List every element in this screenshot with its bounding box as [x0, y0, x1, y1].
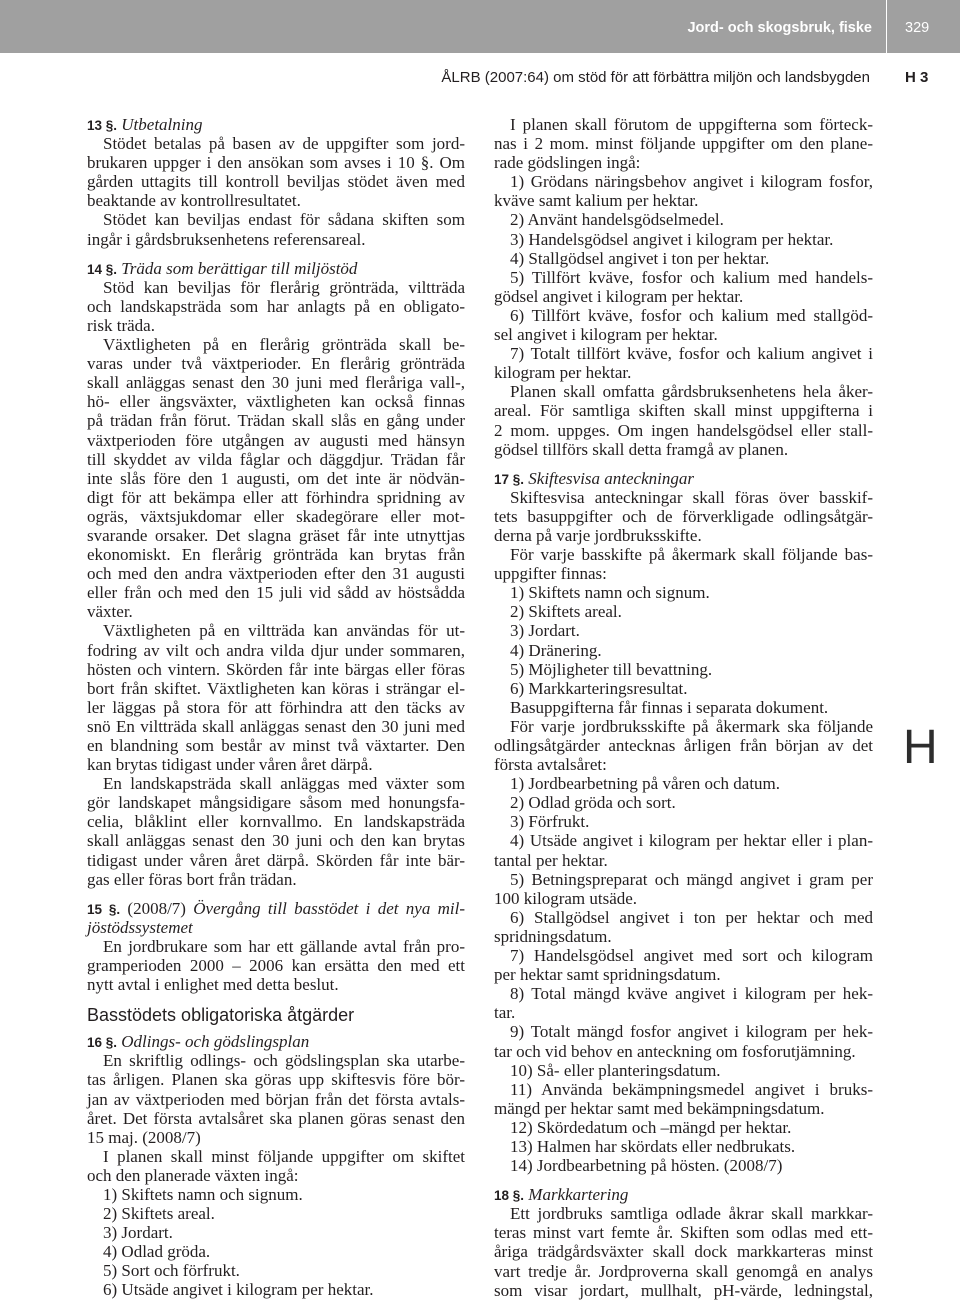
section-13 [87, 115, 465, 134]
section-heading-line [87, 259, 465, 278]
text-line: till skyddet av vilda fåglar och däggdjur. Trädan får [87, 449, 465, 469]
text-line: Växtligheten på en viltträda kan användas för ut- [103, 621, 465, 641]
section-title: jöstödssystemet [87, 917, 193, 937]
section-heading-line [494, 1185, 873, 1204]
section-number: 13 §. [87, 118, 118, 133]
chapter-title: Jord- och skogsbruk, fiske [687, 20, 872, 36]
left-column [87, 115, 465, 1300]
text-line: tidigast under våren året därpå. Skörden får inte bär- [87, 850, 465, 870]
text-line: uppgifter finnas: [494, 564, 607, 584]
text-line: 100 kilogram utsäde. [494, 888, 638, 908]
paragraph [494, 488, 873, 545]
list-item [494, 172, 873, 210]
text-line: 6) Tillfört kväve, fosfor och kalium med stallgöd- [510, 305, 873, 325]
text-line: på trädan från förut. Trädan skall slås en gång under [87, 411, 465, 431]
paragraph [87, 1051, 465, 1146]
text-line: 5) Möjligheter till bevattning. [510, 659, 713, 679]
text-line: nytt avtal i enlighet med detta beslut. [87, 975, 339, 995]
text-line: åriga trädgårdsväxter skall dock markkarteras minst [494, 1242, 873, 1262]
text-line: ogräs, växtsjukdomar eller skadegörare eller mot- [87, 506, 465, 526]
text-line: 1) Jordbearbetning på våren och datum. [510, 774, 781, 794]
subheading: Basstödets obligatoriska åtgärder [87, 1005, 355, 1026]
paragraph [494, 1204, 873, 1299]
chapter-thumb-tab: H [903, 721, 938, 774]
paragraph [87, 1147, 465, 1185]
text-line: hö- eller ängsväxter, växtligheten kan också finnas [87, 392, 465, 412]
text-line: 7) Handelsgödsel angivet med sort och kilogram [510, 946, 873, 966]
list-item [494, 641, 873, 660]
text-line: skall anläggas senast den 30 juni med fleråriga vall-, [87, 373, 465, 393]
list-item [494, 774, 873, 793]
text-line: per hektar samt spridningsdatum. [494, 965, 721, 985]
text-line: tas årligen. Planen ska göras upp skiftesvis före bör- [87, 1070, 465, 1090]
text-line: 7) Totalt tillfört kväve, fosfor och kalium angivet i [510, 344, 873, 364]
list-item [494, 583, 873, 602]
section-17 [494, 469, 873, 488]
text-line: 4) Utsäde angivet i kilogram per hektar eller i plan- [510, 831, 873, 851]
list-item [494, 621, 873, 640]
section-heading-line [87, 899, 465, 918]
text-line: brukaren uppger i den ansökan som avses i 10 §. Om [87, 153, 465, 173]
section-heading-line [87, 1032, 465, 1051]
text-line: Skiftesvisa anteckningar skall föras över basskif- [510, 487, 873, 507]
text-line: En skriftlig odlings- och gödslingsplan ska utarbe- [103, 1051, 465, 1071]
text-line: 2) Odlad gröda och sort. [510, 793, 676, 813]
text-line: digt för att bekämpa eller att förhindra spridning av [87, 487, 465, 507]
section-heading-line [494, 469, 873, 488]
paragraph [87, 621, 465, 774]
text-line: gödsel tillförs skall detta framgå av planen. [494, 439, 789, 459]
text-line: fodring av vilt och andra vilda djur under sommaren, [87, 640, 465, 660]
text-line: och med den andra växtperioden efter den 31 augusti [87, 564, 465, 584]
text-line: 11) Använda bekämpningsmedel angivet i bruks- [510, 1079, 873, 1099]
text-line: 14) Jordbearbetning på hösten. (2008/7) [510, 1156, 783, 1176]
list-item [87, 1242, 465, 1261]
list-item [494, 793, 873, 812]
list-item [494, 1137, 873, 1156]
text-line: 4) Odlad gröda. [103, 1242, 211, 1262]
list-item [494, 306, 873, 344]
text-line: varas under två växtperioder. En flerårig grönträda [87, 354, 465, 374]
text-line: 3) Jordart. [103, 1223, 173, 1243]
paragraph [87, 774, 465, 889]
text-line: bort från skiftet. Växtligheten kan köras i strängar el- [87, 678, 465, 698]
text-line: derna på varje jordbruksskifte. [494, 525, 702, 545]
text-line: inte slås före den 1 augusti, om det inte är nödvän- [87, 468, 465, 488]
text-line: gör landskapet mångsidigare såsom med honungsfa- [87, 793, 465, 813]
list-item [87, 1204, 465, 1223]
text-line: För varje jordbruksskifte på åkermark ska följande [510, 716, 873, 736]
text-line: 2) Skiftets areal. [510, 602, 622, 622]
text-line: och landskapsträda som har anlagts på en obligato- [87, 296, 465, 316]
section-heading-line [87, 918, 465, 937]
text-line: Stöd kan beviljas för flerårig grönträda, viltträda [103, 277, 465, 297]
list-item [87, 1280, 465, 1299]
paragraph [494, 382, 873, 458]
text-line: 1) Grödans näringsbehov angivet i kilogram fosfor, [510, 172, 873, 192]
right-column [494, 115, 873, 1300]
text-line: celia, blåklint eller kornvallmo. En landskapsträda [87, 812, 465, 832]
list-item [87, 1223, 465, 1242]
text-line: 3) Handelsgödsel angivet i kilogram per hektar. [510, 229, 834, 249]
section-number: 16 §. [87, 1035, 118, 1051]
section-18 [494, 1185, 873, 1204]
header-divider [886, 0, 887, 53]
text-line: Stödet kan beviljas endast för sådana skiften som [103, 210, 465, 230]
text-line: gödsel angivet i kilogram per hektar. [494, 286, 744, 306]
section-16 [87, 1032, 465, 1051]
text-line: rade gödslingen ingå: [494, 153, 641, 173]
section-title: Övergång till basstödet i det nya mil- [193, 898, 466, 918]
text-line: en blandning som består av minst två växtarter. Den [87, 736, 465, 755]
text-line: 2 mom. uppges. Om ingen handelsgödsel eller stall- [494, 420, 873, 440]
list-item [494, 344, 873, 382]
list-item [494, 908, 873, 946]
paragraph [87, 335, 465, 621]
list-item [494, 268, 873, 306]
text-line: 5) Tillfört kväve, fosfor och kalium med handels- [510, 267, 873, 287]
text-line: areal. För samtliga skiften skall minst uppgifterna i [494, 401, 873, 421]
section-number: 14 §. [87, 261, 118, 277]
list-item [494, 946, 873, 984]
text-line: gården uttagits till kontroll beviljas stödet även med [87, 172, 465, 192]
text-line: 12) Skördedatum och –mängd per hektar. [510, 1117, 792, 1137]
text-line: växter. [87, 602, 133, 622]
text-line: vart tredje år. Jordproverna skall genomgå en analys [494, 1261, 873, 1281]
text-line: beaktande av kontrollresultatet. [87, 191, 301, 211]
text-line: 3) Förfrukt. [510, 812, 590, 832]
text-line: 9) Totalt mängd fosfor angivet i kilogram per hek- [510, 1022, 873, 1042]
text-line: jan av växtperioden med början från det första avtals- [87, 1089, 465, 1109]
text-line: sel angivet i kilogram per hektar. [494, 325, 718, 345]
text-line: svarande orsaker. Det slagna gräset får inte utnyttjas [87, 525, 465, 545]
text-line: 6) Stallgödsel angivet i ton per hektar och med [510, 907, 873, 927]
text-line: 13) Halmen har skördats eller nedbrukats. [510, 1136, 796, 1156]
text-line: 2) Använt handelsgödselmedel. [510, 210, 724, 230]
list-item [494, 1156, 873, 1175]
list-item [494, 660, 873, 679]
text-line: kan brytas tidigast under våren året därpå. [87, 755, 373, 775]
text-line: 10) Så- eller planteringsdatum. [510, 1060, 721, 1080]
section-title: Odlings- och gödslingsplan [121, 1032, 310, 1052]
text-line: 4) Dränering. [510, 640, 602, 660]
section-title: Markkartering [528, 1185, 629, 1205]
section-heading-line [87, 115, 465, 134]
section-number: 18 §. [494, 1188, 525, 1204]
running-head-chapter: H 3 [905, 69, 929, 86]
paragraph [87, 937, 465, 994]
text-line: gramperioden 2000 – 2006 kan ersätta den med ett [87, 956, 465, 976]
text-line: mängd per hektar samt med bekämpningsdatum. [494, 1098, 825, 1118]
text-line: 1) Skiftets namn och signum. [510, 583, 710, 603]
text-line: I planen skall minst följande uppgifter om skiftet [103, 1146, 465, 1166]
text-line: 5) Betningspreparat och mängd angivet i gram per [510, 869, 873, 889]
list-item [494, 1080, 873, 1118]
text-line: Stödet betalas på basen av de uppgifter som jord- [103, 134, 465, 154]
paragraph [494, 545, 873, 583]
text-line: 4) Stallgödsel angivet i ton per hektar. [510, 248, 770, 268]
text-line: odlingsåtgärder antecknas årligen från början av det [494, 736, 873, 755]
text-line: tar. [494, 1003, 516, 1023]
list-item [494, 870, 873, 908]
list-item [494, 1061, 873, 1080]
text-line: En jordbrukare som har ett gällande avtal från pro- [103, 936, 465, 956]
text-line: För varje basskifte på åkermark skall följande bas- [510, 545, 873, 565]
text-line: Basuppgifterna får finnas i separata dokument. [510, 697, 829, 717]
text-line: 6) Markkarteringsresultat. [510, 678, 688, 698]
text-line: 3) Jordart. [510, 621, 580, 641]
text-line: tantal per hektar. [494, 850, 608, 870]
text-line: 15 maj. (2008/7) [87, 1127, 201, 1147]
list-item [494, 831, 873, 869]
list-item [87, 1261, 465, 1280]
text-line: ekonomiskt. En flerårig grönträda kan brytas från [87, 545, 465, 565]
text-line: 8) Total mängd kväve angivet i kilogram per hek- [510, 984, 873, 1004]
text-line: 5) Sort och förfrukt. [103, 1261, 240, 1281]
text-line: kväve samt kalium per hektar. [494, 191, 699, 211]
text-line: snö En viltträda skall anläggas senast den 30 juni med [87, 716, 465, 736]
list-item [494, 602, 873, 621]
text-line: 6) Utsäde angivet i kilogram per hektar. [103, 1280, 374, 1300]
page-number: 329 [905, 20, 930, 36]
running-head-title: ÅLRB (2007:64) om stöd för att förbättra miljön och landsbygden [441, 69, 870, 86]
text-line: skall anläggas senast den 30 juni och den kan brytas [87, 831, 465, 851]
paragraph [87, 210, 465, 248]
text-line: ler läggas på stora för att förhindra att den täcks av [87, 697, 465, 717]
section-title: Utbetalning [121, 115, 203, 134]
text-line: spridningsdatum. [494, 926, 612, 946]
text-line: 2) Skiftets areal. [103, 1204, 215, 1224]
section-number: 15 §. [87, 901, 121, 917]
amendment-note: (2008/7) [127, 898, 186, 918]
chapter-header-bar [0, 0, 960, 53]
text-line: I planen skall förutom de uppgifterna som förteck- [510, 115, 873, 134]
text-line: växtperioden före utgången av augusti med hänsyn [87, 430, 465, 450]
paragraph [494, 115, 873, 172]
text-line: ingår i gårdsbruksenhetens referensareal. [87, 229, 366, 249]
text-line: året. Det första avtalsåret ska planen göras senast den [87, 1108, 465, 1128]
list-item [494, 679, 873, 698]
text-line: och den planerade växten ingå: [87, 1165, 299, 1185]
text-line: Växtligheten på en flerårig grönträda skall be- [103, 335, 465, 355]
text-line: risk träda. [87, 315, 155, 335]
section-14 [87, 259, 465, 278]
text-line: gas eller föras bort från trädan. [87, 869, 297, 889]
text-line: En landskapsträda skall anläggas med växter som [103, 774, 465, 794]
text-line: eller från och med den 15 juli vid sådd av höstsådda [87, 583, 465, 603]
text-line: Planen skall omfatta gårdsbruksenhetens hela åker- [510, 382, 873, 402]
list-item [494, 249, 873, 268]
section-title: Träda som berättigar till miljöstöd [121, 258, 358, 278]
list-item [494, 1118, 873, 1137]
text-line: kilogram per hektar. [494, 363, 632, 383]
list-item [494, 1022, 873, 1060]
text-line: Ett jordbruks samtliga odlade åkrar skall markkar- [510, 1204, 873, 1224]
section-number: 17 §. [494, 471, 525, 487]
text-line: tar och vid behov en anteckning om fosforutjämning. [494, 1041, 856, 1061]
list-item [494, 210, 873, 229]
paragraph [87, 278, 465, 335]
text-line: första avtalsåret: [494, 755, 607, 775]
list-item [87, 1185, 465, 1204]
section-title: Skiftesvisa anteckningar [528, 468, 694, 488]
text-line: tets basuppgifter och de förverkligade odlingsåtgär- [494, 506, 873, 526]
text-line: nas i 2 mom. minst följande uppgifter om den plane- [494, 134, 873, 154]
paragraph [494, 717, 873, 774]
text-line: som visar jordart, mullhalt, pH-värde, ledningstal, [494, 1280, 873, 1300]
list-item [494, 230, 873, 249]
paragraph [494, 698, 873, 717]
paragraph [87, 134, 465, 210]
text-line: teras minst vart femte år. Skiften som odlas med ett- [494, 1223, 873, 1243]
list-item [494, 812, 873, 831]
text-line: 1) Skiftets namn och signum. [103, 1184, 303, 1204]
list-item [494, 984, 873, 1022]
section-15 [87, 899, 465, 937]
text-line: hösten och vintern. Skörden får inte bärgas eller föras [87, 659, 465, 679]
